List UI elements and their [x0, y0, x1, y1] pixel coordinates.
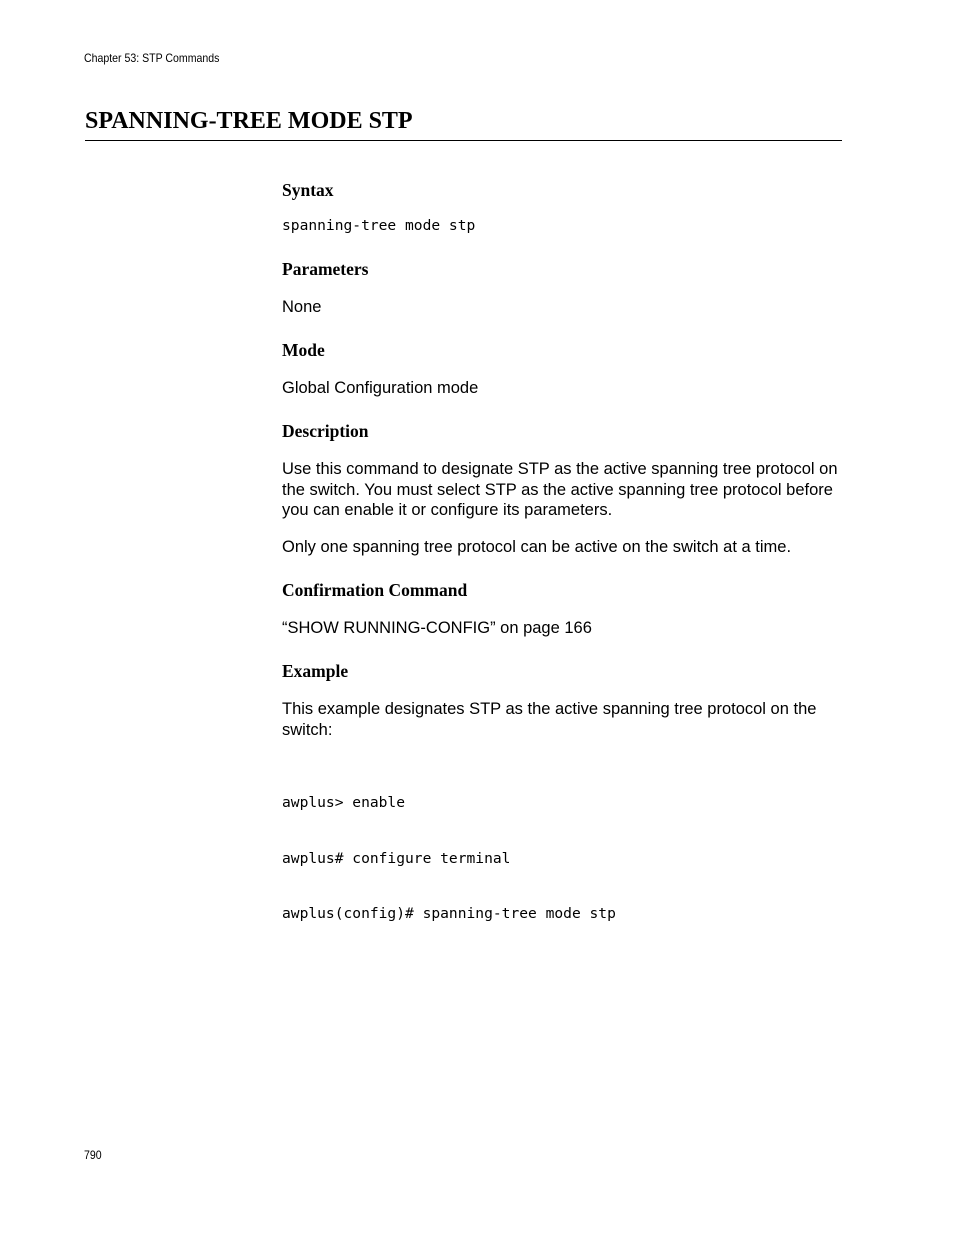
example-text: This example designates STP as the active spanning tree protocol on the switch:	[282, 700, 817, 739]
code-line: awplus# configure terminal	[282, 849, 511, 867]
page-number: 790	[84, 1148, 102, 1162]
description-paragraph-1: Use this command to designate STP as the active spanning tree protocol on the switch. You must select STP as the active spanning tree protocol before you can enable it or configure its parameters.	[282, 460, 838, 519]
mode-text: Global Configuration mode	[282, 379, 479, 397]
syntax-heading: Syntax	[282, 180, 334, 200]
code-line: awplus(config)# spanning-tree mode stp	[282, 905, 616, 922]
description-heading: Description	[282, 421, 369, 441]
example-code-block	[282, 757, 616, 961]
syntax-code: spanning-tree mode stp	[282, 217, 476, 234]
confirmation-link[interactable]: “SHOW RUNNING-CONFIG” on page 166	[282, 619, 592, 637]
mode-heading: Mode	[282, 340, 325, 360]
description-paragraph-2: Only one spanning tree protocol can be active on the switch at a time.	[282, 538, 792, 556]
confirmation-heading: Confirmation Command	[282, 580, 468, 600]
parameters-heading: Parameters	[282, 259, 369, 279]
code-line: awplus> enable	[282, 794, 406, 811]
example-heading: Example	[282, 661, 349, 681]
parameters-text: None	[282, 298, 322, 316]
page-title: SPANNING-TREE MODE STP	[85, 106, 842, 141]
running-header: Chapter 53: STP Commands	[84, 51, 220, 65]
